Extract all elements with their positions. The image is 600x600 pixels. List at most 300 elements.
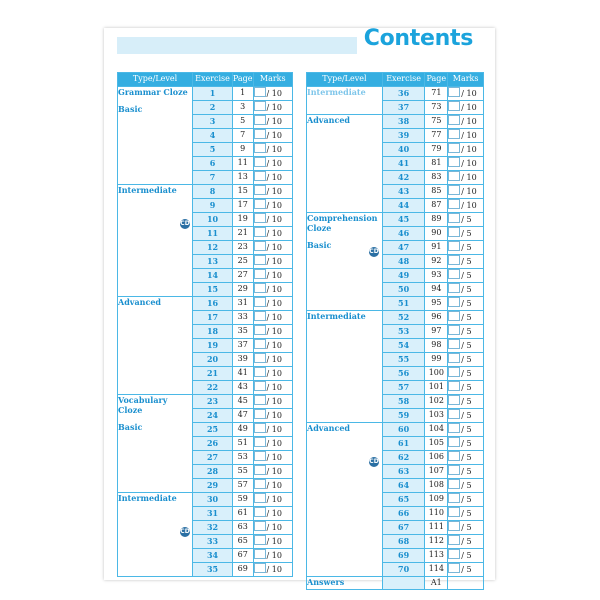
exercise-number: 52 (382, 310, 425, 324)
score-box[interactable] (254, 241, 266, 251)
type-level-cell (307, 114, 383, 212)
score-box[interactable] (448, 115, 460, 125)
marks-cell (253, 268, 292, 282)
page-number: 27 (232, 268, 253, 282)
score-box[interactable] (448, 255, 460, 265)
page-number: 99 (425, 352, 448, 366)
page-number: 13 (232, 170, 253, 184)
marks-total: / 10 (266, 536, 282, 546)
marks-total: / 5 (461, 452, 472, 462)
score-box[interactable] (254, 129, 266, 139)
marks-cell (253, 478, 292, 492)
exercise-number: 37 (382, 100, 425, 114)
table-row (307, 310, 484, 324)
exercise-number: 23 (193, 394, 233, 408)
marks-cell (448, 506, 484, 520)
exercise-number: 25 (193, 422, 233, 436)
type-level-sublabel: Basic (307, 239, 332, 250)
score-box[interactable] (254, 409, 266, 419)
page-number: 39 (232, 352, 253, 366)
page-number: 92 (425, 254, 448, 268)
page-number: 57 (232, 478, 253, 492)
exercise-number: 57 (382, 380, 425, 394)
exercise-number: 66 (382, 506, 425, 520)
exercise-number: 65 (382, 492, 425, 506)
score-box[interactable] (254, 339, 266, 349)
page-number: 97 (425, 324, 448, 338)
page-number: 67 (232, 548, 253, 562)
marks-cell (448, 492, 484, 506)
exercise-number: 21 (193, 366, 233, 380)
score-box[interactable] (254, 171, 266, 181)
page-number: 7 (232, 128, 253, 142)
score-box[interactable] (448, 395, 460, 405)
exercise-number: 45 (382, 212, 425, 226)
exercise-number: 5 (193, 142, 233, 156)
header-exercise: Exercise (193, 73, 233, 87)
exercise-number: 40 (382, 142, 425, 156)
score-box[interactable] (448, 451, 460, 461)
exercise-number: 68 (382, 534, 425, 548)
marks-total: / 10 (266, 172, 282, 182)
exercise-number: 59 (382, 408, 425, 422)
exercise-number: 8 (193, 184, 233, 198)
marks-total: / 10 (266, 396, 282, 406)
exercise-number: 51 (382, 296, 425, 310)
score-box[interactable] (254, 157, 266, 167)
exercise-number: 12 (193, 240, 233, 254)
exercise-number: 54 (382, 338, 425, 352)
marks-cell (253, 408, 292, 422)
marks-cell (448, 184, 484, 198)
marks-cell (448, 212, 484, 226)
marks-total: / 5 (461, 522, 472, 532)
marks-total: / 10 (266, 368, 282, 378)
score-box[interactable] (254, 395, 266, 405)
score-box[interactable] (254, 185, 266, 195)
score-box[interactable] (448, 563, 460, 573)
page-title: Contents (363, 26, 473, 51)
marks-total: / 10 (266, 214, 282, 224)
score-box[interactable] (448, 241, 460, 251)
score-box[interactable] (254, 353, 266, 363)
score-box[interactable] (448, 423, 460, 433)
page-number: A1 (425, 576, 448, 590)
score-box[interactable] (254, 535, 266, 545)
score-box[interactable] (448, 381, 460, 391)
exercise-number: 20 (193, 352, 233, 366)
exercise-number: 43 (382, 184, 425, 198)
marks-total: / 5 (461, 536, 472, 546)
exercise-number: 32 (193, 520, 233, 534)
score-box[interactable] (254, 297, 266, 307)
score-box[interactable] (448, 367, 460, 377)
contents-table-left (117, 72, 293, 577)
marks-cell (253, 324, 292, 338)
score-box[interactable] (254, 367, 266, 377)
score-box[interactable] (254, 311, 266, 321)
page-number: 95 (425, 296, 448, 310)
score-box[interactable] (448, 269, 460, 279)
page-number: 106 (425, 450, 448, 464)
table-row (307, 576, 484, 590)
marks-total: / 5 (461, 508, 472, 518)
score-box[interactable] (254, 101, 266, 111)
page-number: 103 (425, 408, 448, 422)
type-level-cell (307, 86, 383, 114)
page-number: 33 (232, 310, 253, 324)
page-number: 101 (425, 380, 448, 394)
score-box[interactable] (448, 213, 460, 223)
marks-cell (253, 506, 292, 520)
score-box[interactable] (448, 157, 460, 167)
score-box[interactable] (448, 493, 460, 503)
marks-cell (448, 338, 484, 352)
exercise-number: 14 (193, 268, 233, 282)
page-number: 83 (425, 170, 448, 184)
score-box[interactable] (448, 311, 460, 321)
marks-total: / 10 (266, 354, 282, 364)
marks-total: / 10 (266, 410, 282, 420)
marks-cell (253, 156, 292, 170)
marks-cell (448, 324, 484, 338)
page-number: 31 (232, 296, 253, 310)
score-box[interactable] (448, 479, 460, 489)
marks-total: / 5 (461, 494, 472, 504)
exercise-number: 63 (382, 464, 425, 478)
exercise-number: 39 (382, 128, 425, 142)
exercise-number: 47 (382, 240, 425, 254)
page-number: 9 (232, 142, 253, 156)
page-number: 41 (232, 366, 253, 380)
marks-cell (253, 86, 292, 100)
table-row (307, 422, 484, 436)
marks-total: / 10 (266, 298, 282, 308)
exercise-number: 53 (382, 324, 425, 338)
marks-total: / 5 (461, 466, 472, 476)
marks-cell (448, 296, 484, 310)
marks-cell (448, 114, 484, 128)
marks-total: / 10 (461, 130, 477, 140)
exercise-number: 13 (193, 254, 233, 268)
type-level-label: Answers (307, 576, 345, 587)
marks-total: / 10 (266, 424, 282, 434)
exercise-number: 22 (193, 380, 233, 394)
exercise-number: 61 (382, 436, 425, 450)
score-box[interactable] (448, 339, 460, 349)
page-number: 1 (232, 86, 253, 100)
exercise-number: 29 (193, 478, 233, 492)
marks-total: / 10 (266, 88, 282, 98)
score-box[interactable] (448, 465, 460, 475)
page-number: 43 (232, 380, 253, 394)
marks-cell (448, 394, 484, 408)
type-level-cell (118, 492, 193, 576)
marks-total: / 10 (461, 144, 477, 154)
score-box[interactable] (448, 297, 460, 307)
score-box[interactable] (448, 437, 460, 447)
type-level-label: Vocabulary Cloze (118, 394, 168, 415)
exercise-number: 56 (382, 366, 425, 380)
score-box[interactable] (254, 563, 266, 573)
exercise-number: 69 (382, 548, 425, 562)
marks-total: / 10 (266, 340, 282, 350)
marks-total: / 5 (461, 564, 472, 574)
type-level-cell (307, 422, 383, 576)
marks-cell (253, 226, 292, 240)
exercise-number: 27 (193, 450, 233, 464)
score-box[interactable] (254, 479, 266, 489)
marks-total: / 10 (461, 172, 477, 182)
page-number: 45 (232, 394, 253, 408)
score-box[interactable] (254, 437, 266, 447)
score-box[interactable] (254, 325, 266, 335)
score-box[interactable] (448, 549, 460, 559)
page-number: 105 (425, 436, 448, 450)
page-number: 19 (232, 212, 253, 226)
marks-total: / 5 (461, 284, 472, 294)
exercise-number: 19 (193, 338, 233, 352)
exercise-number: 3 (193, 114, 233, 128)
marks-cell (448, 464, 484, 478)
marks-cell (253, 100, 292, 114)
score-box[interactable] (448, 507, 460, 517)
score-box[interactable] (448, 353, 460, 363)
exercise-number: 7 (193, 170, 233, 184)
marks-cell (448, 534, 484, 548)
page-number: 111 (425, 520, 448, 534)
page-number: 35 (232, 324, 253, 338)
marks-total: / 10 (266, 158, 282, 168)
marks-cell (253, 394, 292, 408)
marks-total: / 5 (461, 256, 472, 266)
marks-cell (448, 450, 484, 464)
marks-cell (253, 114, 292, 128)
page-number: 89 (425, 212, 448, 226)
score-box[interactable] (254, 465, 266, 475)
page-number: 109 (425, 492, 448, 506)
marks-cell (253, 380, 292, 394)
exercise-number: 11 (193, 226, 233, 240)
score-box[interactable] (448, 185, 460, 195)
page-number: 112 (425, 534, 448, 548)
page-number: 98 (425, 338, 448, 352)
page-number: 93 (425, 268, 448, 282)
score-box[interactable] (448, 535, 460, 545)
type-level-label: Grammar Cloze (118, 86, 188, 97)
exercise-number: 49 (382, 268, 425, 282)
marks-total: / 5 (461, 382, 472, 392)
marks-cell (448, 422, 484, 436)
score-box[interactable] (254, 87, 266, 97)
marks-cell (448, 520, 484, 534)
marks-cell (448, 156, 484, 170)
page-number: 49 (232, 422, 253, 436)
page-number: 107 (425, 464, 448, 478)
marks-cell (253, 450, 292, 464)
score-box[interactable] (448, 409, 460, 419)
exercise-number: 62 (382, 450, 425, 464)
marks-cell (448, 198, 484, 212)
page-number: 5 (232, 114, 253, 128)
page-number: 108 (425, 478, 448, 492)
header-marks: Marks (448, 73, 484, 87)
marks-cell (448, 436, 484, 450)
page-number: 23 (232, 240, 253, 254)
marks-total: / 10 (266, 200, 282, 210)
type-level-cell (118, 184, 193, 296)
score-box[interactable] (254, 381, 266, 391)
marks-total: / 10 (461, 200, 477, 210)
marks-cell (448, 86, 484, 100)
page-number: 75 (425, 114, 448, 128)
marks-cell (253, 212, 292, 226)
page-number: 37 (232, 338, 253, 352)
score-box[interactable] (448, 521, 460, 531)
marks-cell (448, 548, 484, 562)
page-number: 63 (232, 520, 253, 534)
marks-cell (253, 282, 292, 296)
marks-cell (448, 268, 484, 282)
table-row (118, 86, 293, 100)
score-box[interactable] (254, 269, 266, 279)
page-number: 77 (425, 128, 448, 142)
marks-cell (253, 184, 292, 198)
score-box[interactable] (254, 423, 266, 433)
score-box[interactable] (448, 129, 460, 139)
exercise-number: 26 (193, 436, 233, 450)
score-box[interactable] (254, 115, 266, 125)
marks-cell (253, 352, 292, 366)
score-box[interactable] (254, 493, 266, 503)
marks-total: / 5 (461, 424, 472, 434)
page-number: 15 (232, 184, 253, 198)
score-box[interactable] (448, 171, 460, 181)
marks-cell (253, 422, 292, 436)
page-number: 91 (425, 240, 448, 254)
marks-cell (448, 170, 484, 184)
marks-total: / 10 (266, 438, 282, 448)
score-box[interactable] (448, 101, 460, 111)
score-box[interactable] (448, 227, 460, 237)
marks-total: / 10 (266, 326, 282, 336)
marks-cell (253, 198, 292, 212)
marks-cell (448, 226, 484, 240)
page-number: 65 (232, 534, 253, 548)
score-box[interactable] (254, 521, 266, 531)
exercise-number: 30 (193, 492, 233, 506)
exercise-number: 46 (382, 226, 425, 240)
exercise-number: 4 (193, 128, 233, 142)
marks-cell (448, 240, 484, 254)
table-row (118, 394, 293, 408)
score-box[interactable] (254, 213, 266, 223)
page-number: 100 (425, 366, 448, 380)
type-level-label: Intermediate (118, 492, 177, 503)
exercise-number: 58 (382, 394, 425, 408)
marks-total: / 10 (266, 284, 282, 294)
score-box[interactable] (254, 143, 266, 153)
marks-total: / 10 (461, 186, 477, 196)
cd-icon: CD (180, 527, 190, 535)
type-level-label: Advanced (118, 296, 162, 307)
page-number: 3 (232, 100, 253, 114)
score-box[interactable] (254, 283, 266, 293)
type-level-label: Intermediate (118, 184, 177, 195)
score-box[interactable] (448, 199, 460, 209)
exercise-number: 55 (382, 352, 425, 366)
marks-total: / 10 (266, 382, 282, 392)
score-box[interactable] (448, 143, 460, 153)
exercise-number: 44 (382, 198, 425, 212)
marks-total: / 10 (266, 480, 282, 490)
score-box[interactable] (254, 255, 266, 265)
marks-total: / 10 (266, 228, 282, 238)
marks-cell (253, 310, 292, 324)
page-number: 29 (232, 282, 253, 296)
score-box[interactable] (448, 87, 460, 97)
marks-total: / 5 (461, 340, 472, 350)
marks-cell (448, 352, 484, 366)
exercise-number: 34 (193, 548, 233, 562)
type-level-cell (307, 576, 383, 590)
marks-cell (253, 492, 292, 506)
exercise-number: 48 (382, 254, 425, 268)
exercise-number: 15 (193, 282, 233, 296)
page-number: 94 (425, 282, 448, 296)
marks-cell (253, 254, 292, 268)
score-box[interactable] (254, 507, 266, 517)
type-level-cell (118, 394, 193, 492)
exercise-number: 38 (382, 114, 425, 128)
header-type-level: Type/Level (307, 73, 383, 87)
table-row (307, 86, 484, 100)
marks-cell (448, 282, 484, 296)
marks-cell (253, 534, 292, 548)
score-box[interactable] (254, 451, 266, 461)
score-box[interactable] (448, 283, 460, 293)
header-page: Page (425, 73, 448, 87)
exercise-number: 70 (382, 562, 425, 576)
marks-total: / 10 (266, 312, 282, 322)
exercise-number: 6 (193, 156, 233, 170)
exercise-number: 67 (382, 520, 425, 534)
type-level-cell (307, 212, 383, 310)
marks-cell (253, 338, 292, 352)
marks-cell (253, 296, 292, 310)
marks-total: / 5 (461, 312, 472, 322)
marks-cell (448, 380, 484, 394)
page-number: 21 (232, 226, 253, 240)
score-box[interactable] (254, 549, 266, 559)
table-row (307, 114, 484, 128)
marks-total: / 10 (266, 102, 282, 112)
page-number: 87 (425, 198, 448, 212)
score-box[interactable] (254, 199, 266, 209)
type-level-sublabel: Basic (118, 103, 143, 114)
marks-total: / 10 (266, 494, 282, 504)
exercise-number: 60 (382, 422, 425, 436)
page-number: 79 (425, 142, 448, 156)
marks-total: / 5 (461, 480, 472, 490)
score-box[interactable] (254, 227, 266, 237)
exercise-number: 28 (193, 464, 233, 478)
exercise-number: 2 (193, 100, 233, 114)
score-box[interactable] (448, 325, 460, 335)
exercise-number: 31 (193, 506, 233, 520)
exercise-number: 17 (193, 310, 233, 324)
header-marks: Marks (253, 73, 292, 87)
